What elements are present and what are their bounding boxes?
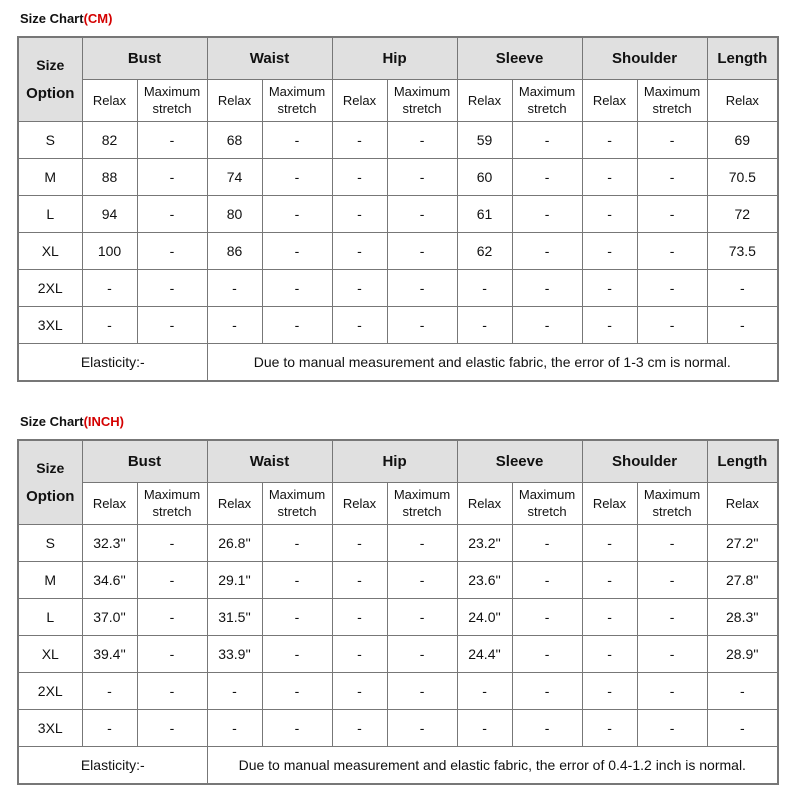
group-header: Waist xyxy=(207,37,332,79)
value-cell: - xyxy=(262,270,332,307)
value-cell: - xyxy=(262,159,332,196)
chart-title xyxy=(17,411,777,439)
value-cell: - xyxy=(387,599,457,636)
value-cell: - xyxy=(637,233,707,270)
value-cell: - xyxy=(137,636,207,673)
value-cell: - xyxy=(332,307,387,344)
value-cell: - xyxy=(457,710,512,747)
value-cell: - xyxy=(207,307,262,344)
value-cell: - xyxy=(582,122,637,159)
value-cell: - xyxy=(582,636,637,673)
sub-header: Relax xyxy=(707,79,778,122)
table-row xyxy=(18,710,778,747)
value-cell: - xyxy=(512,307,582,344)
value-cell: 73.5 xyxy=(707,233,778,270)
value-cell: - xyxy=(82,270,137,307)
value-cell: 60 xyxy=(457,159,512,196)
chart-title xyxy=(17,8,777,36)
sub-header: Relax xyxy=(82,482,137,525)
value-cell: 70.5 xyxy=(707,159,778,196)
value-cell: - xyxy=(637,636,707,673)
table-row xyxy=(18,636,778,673)
size-cell: XL xyxy=(18,636,82,673)
value-cell: - xyxy=(332,159,387,196)
value-cell: - xyxy=(512,159,582,196)
sub-header: Maximum stretch xyxy=(137,482,207,525)
size-cell: 2XL xyxy=(18,673,82,710)
table-row xyxy=(18,196,778,233)
value-cell: - xyxy=(707,270,778,307)
value-cell: - xyxy=(707,307,778,344)
value-cell: 31.5'' xyxy=(207,599,262,636)
value-cell: 69 xyxy=(707,122,778,159)
value-cell: - xyxy=(582,710,637,747)
table-row xyxy=(18,673,778,710)
size-cell: 3XL xyxy=(18,307,82,344)
value-cell: - xyxy=(207,673,262,710)
value-cell: - xyxy=(137,562,207,599)
table-row xyxy=(18,122,778,159)
elasticity-label: Elasticity:- xyxy=(18,747,207,785)
value-cell: - xyxy=(207,270,262,307)
sub-header: Maximum stretch xyxy=(262,482,332,525)
table-row xyxy=(18,307,778,344)
value-cell: 62 xyxy=(457,233,512,270)
size-cell: L xyxy=(18,196,82,233)
value-cell: 28.3'' xyxy=(707,599,778,636)
size-header: Size xyxy=(18,37,82,79)
option-header: Option xyxy=(18,482,82,525)
measurement-note: Due to manual measurement and elastic fabric, the error of 1-3 cm is normal. xyxy=(207,344,778,382)
group-header: Hip xyxy=(332,37,457,79)
sub-header: Maximum stretch xyxy=(387,482,457,525)
size-cell: XL xyxy=(18,233,82,270)
value-cell: 100 xyxy=(82,233,137,270)
group-header: Length xyxy=(707,37,778,79)
value-cell: - xyxy=(512,673,582,710)
value-cell: 24.0'' xyxy=(457,599,512,636)
value-cell: 26.8'' xyxy=(207,525,262,562)
value-cell: - xyxy=(582,673,637,710)
value-cell: - xyxy=(457,673,512,710)
value-cell: - xyxy=(457,270,512,307)
value-cell: - xyxy=(707,710,778,747)
value-cell: - xyxy=(262,525,332,562)
value-cell: - xyxy=(137,710,207,747)
size-header: Size xyxy=(18,440,82,482)
value-cell: - xyxy=(582,233,637,270)
sub-header: Relax xyxy=(207,79,262,122)
value-cell: - xyxy=(582,196,637,233)
value-cell: - xyxy=(512,233,582,270)
value-cell: - xyxy=(262,307,332,344)
size-cell: L xyxy=(18,599,82,636)
value-cell: - xyxy=(387,710,457,747)
size-cell: M xyxy=(18,562,82,599)
value-cell: - xyxy=(137,159,207,196)
value-cell: - xyxy=(512,599,582,636)
table-row xyxy=(18,270,778,307)
value-cell: 72 xyxy=(707,196,778,233)
value-cell: - xyxy=(512,525,582,562)
value-cell: 28.9'' xyxy=(707,636,778,673)
value-cell: 68 xyxy=(207,122,262,159)
sub-header: Maximum stretch xyxy=(512,79,582,122)
value-cell: - xyxy=(262,599,332,636)
header-group-row xyxy=(18,440,778,482)
sub-header: Relax xyxy=(457,79,512,122)
value-cell: 94 xyxy=(82,196,137,233)
value-cell: - xyxy=(332,270,387,307)
value-cell: - xyxy=(262,636,332,673)
value-cell: - xyxy=(512,196,582,233)
value-cell: - xyxy=(137,525,207,562)
value-cell: - xyxy=(207,710,262,747)
value-cell: - xyxy=(582,562,637,599)
value-cell: - xyxy=(512,562,582,599)
value-cell: - xyxy=(262,562,332,599)
sub-header: Maximum stretch xyxy=(137,79,207,122)
table-row xyxy=(18,159,778,196)
header-sub-row xyxy=(18,482,778,525)
elasticity-label: Elasticity:- xyxy=(18,344,207,382)
value-cell: - xyxy=(387,525,457,562)
header-group-row xyxy=(18,37,778,79)
value-cell: - xyxy=(262,233,332,270)
table-row xyxy=(18,233,778,270)
value-cell: - xyxy=(387,233,457,270)
value-cell: 23.2'' xyxy=(457,525,512,562)
value-cell: 86 xyxy=(207,233,262,270)
value-cell: - xyxy=(332,196,387,233)
value-cell: 80 xyxy=(207,196,262,233)
value-cell: - xyxy=(332,636,387,673)
chart-unit-label: (INCH) xyxy=(83,414,125,429)
sub-header: Maximum stretch xyxy=(387,79,457,122)
value-cell: - xyxy=(637,673,707,710)
value-cell: - xyxy=(512,122,582,159)
value-cell: - xyxy=(82,673,137,710)
value-cell: - xyxy=(137,270,207,307)
table-row xyxy=(18,562,778,599)
sub-header: Relax xyxy=(332,482,387,525)
sub-header: Relax xyxy=(707,482,778,525)
group-header: Shoulder xyxy=(582,37,707,79)
value-cell: 61 xyxy=(457,196,512,233)
note-row xyxy=(18,747,778,785)
value-cell: 88 xyxy=(82,159,137,196)
option-header: Option xyxy=(18,79,82,122)
value-cell: - xyxy=(582,159,637,196)
size-cell: 2XL xyxy=(18,270,82,307)
value-cell: - xyxy=(137,307,207,344)
value-cell: - xyxy=(82,307,137,344)
value-cell: - xyxy=(82,710,137,747)
size-table xyxy=(17,36,779,382)
value-cell: - xyxy=(332,710,387,747)
sub-header: Relax xyxy=(457,482,512,525)
value-cell: - xyxy=(582,525,637,562)
value-cell: - xyxy=(637,196,707,233)
chart-unit-label: (CM) xyxy=(83,11,113,26)
value-cell: - xyxy=(512,710,582,747)
value-cell: - xyxy=(637,122,707,159)
value-cell: - xyxy=(637,525,707,562)
value-cell: - xyxy=(637,562,707,599)
value-cell: - xyxy=(137,196,207,233)
value-cell: - xyxy=(387,636,457,673)
group-header: Length xyxy=(707,440,778,482)
value-cell: - xyxy=(582,307,637,344)
value-cell: - xyxy=(137,122,207,159)
measurement-note: Due to manual measurement and elastic fabric, the error of 0.4-1.2 inch is normal. xyxy=(207,747,778,785)
value-cell: - xyxy=(387,196,457,233)
value-cell: - xyxy=(582,270,637,307)
value-cell: 24.4'' xyxy=(457,636,512,673)
value-cell: 74 xyxy=(207,159,262,196)
group-header: Waist xyxy=(207,440,332,482)
value-cell: - xyxy=(262,673,332,710)
value-cell: - xyxy=(262,196,332,233)
sub-header: Relax xyxy=(82,79,137,122)
value-cell: - xyxy=(332,599,387,636)
sub-header: Maximum stretch xyxy=(637,482,707,525)
size-chart-inch xyxy=(17,411,777,785)
value-cell: - xyxy=(512,636,582,673)
value-cell: - xyxy=(637,159,707,196)
size-cell: 3XL xyxy=(18,710,82,747)
chart-title-text: Size Chart xyxy=(20,11,84,26)
value-cell: 82 xyxy=(82,122,137,159)
value-cell: - xyxy=(387,159,457,196)
value-cell: - xyxy=(512,270,582,307)
value-cell: 27.8'' xyxy=(707,562,778,599)
value-cell: - xyxy=(637,270,707,307)
group-header: Shoulder xyxy=(582,440,707,482)
value-cell: - xyxy=(387,270,457,307)
note-row xyxy=(18,344,778,382)
value-cell: - xyxy=(332,673,387,710)
table-row xyxy=(18,599,778,636)
sub-header: Maximum stretch xyxy=(637,79,707,122)
group-header: Sleeve xyxy=(457,440,582,482)
value-cell: - xyxy=(387,307,457,344)
chart-title-text: Size Chart xyxy=(20,414,84,429)
sub-header: Relax xyxy=(207,482,262,525)
value-cell: 37.0'' xyxy=(82,599,137,636)
value-cell: - xyxy=(387,562,457,599)
size-cell: M xyxy=(18,159,82,196)
sub-header: Maximum stretch xyxy=(512,482,582,525)
value-cell: - xyxy=(262,710,332,747)
value-cell: - xyxy=(707,673,778,710)
value-cell: 33.9'' xyxy=(207,636,262,673)
value-cell: - xyxy=(387,122,457,159)
size-cell: S xyxy=(18,122,82,159)
sub-header: Relax xyxy=(582,79,637,122)
size-chart-cm xyxy=(17,8,777,382)
value-cell: - xyxy=(637,710,707,747)
value-cell: - xyxy=(582,599,637,636)
header-sub-row xyxy=(18,79,778,122)
value-cell: - xyxy=(387,673,457,710)
sub-header: Maximum stretch xyxy=(262,79,332,122)
value-cell: - xyxy=(332,233,387,270)
group-header: Bust xyxy=(82,37,207,79)
sub-header: Relax xyxy=(582,482,637,525)
value-cell: - xyxy=(457,307,512,344)
value-cell: 29.1'' xyxy=(207,562,262,599)
sub-header: Relax xyxy=(332,79,387,122)
value-cell: - xyxy=(637,307,707,344)
value-cell: - xyxy=(637,599,707,636)
group-header: Sleeve xyxy=(457,37,582,79)
value-cell: - xyxy=(332,525,387,562)
value-cell: - xyxy=(262,122,332,159)
group-header: Hip xyxy=(332,440,457,482)
value-cell: - xyxy=(332,562,387,599)
value-cell: 32.3'' xyxy=(82,525,137,562)
value-cell: 59 xyxy=(457,122,512,159)
size-cell: S xyxy=(18,525,82,562)
group-header: Bust xyxy=(82,440,207,482)
value-cell: - xyxy=(137,599,207,636)
value-cell: - xyxy=(137,673,207,710)
value-cell: - xyxy=(137,233,207,270)
value-cell: 39.4'' xyxy=(82,636,137,673)
value-cell: 27.2'' xyxy=(707,525,778,562)
value-cell: - xyxy=(332,122,387,159)
size-table xyxy=(17,439,779,785)
table-row xyxy=(18,525,778,562)
value-cell: 34.6'' xyxy=(82,562,137,599)
value-cell: 23.6'' xyxy=(457,562,512,599)
